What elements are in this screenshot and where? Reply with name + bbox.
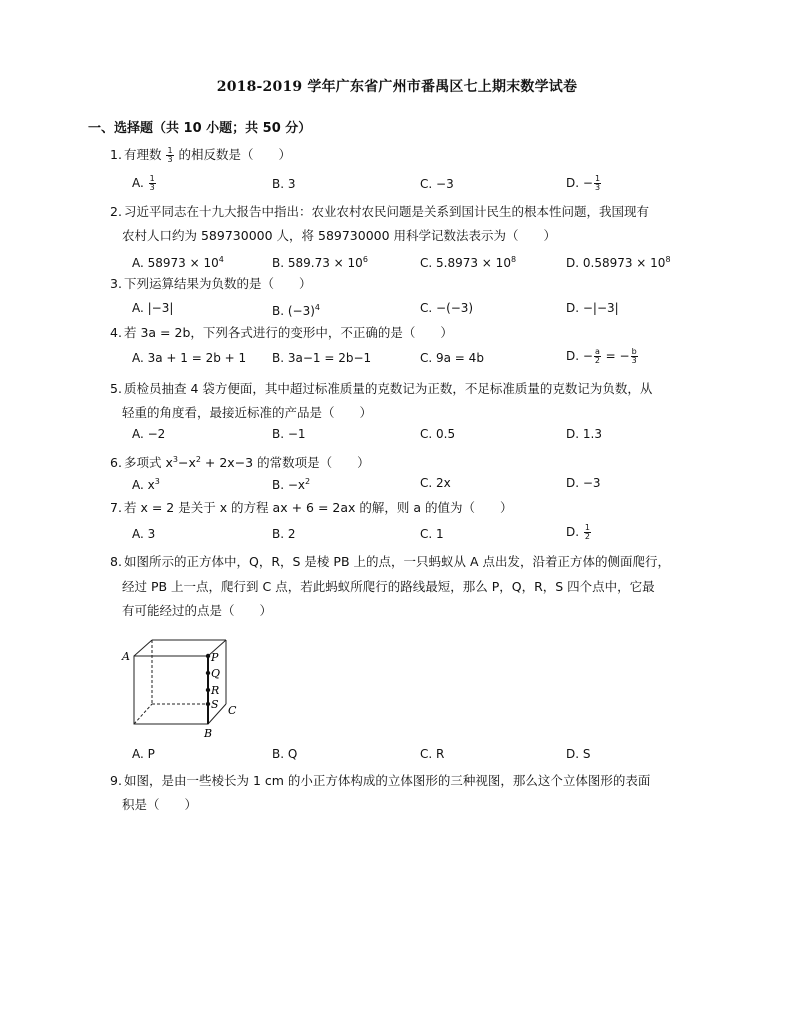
option-d: D. −3 — [566, 476, 601, 490]
option-c: C. $5.8973 \times 10^8$ — [420, 255, 517, 270]
question-1 — [110, 143, 291, 167]
question-text: 如图所示的正方体中，Q，R，S 是棱 PB 上的点，一只蚂蚁从 A 点出发，沿着正方体的侧面爬行， — [124, 554, 670, 569]
point-p — [206, 654, 210, 658]
option-a: A. 3a + 1 = 2b + 1 — [132, 351, 247, 365]
question-number: 3. — [110, 276, 122, 291]
option-d: D. $0.58973 \times 10^8$ — [566, 255, 671, 270]
question-8 — [110, 550, 670, 574]
section-heading: 一、选择题（共 10 小题；共 50 分） — [88, 121, 312, 136]
point-r — [206, 688, 210, 692]
option-d: D. $\frac{1}{2}$ — [566, 523, 590, 541]
question-text: 质检员抽查 4 袋方便面，其中超过标准质量的克数记为正数，不足标准质量的克数记为负数，从 — [124, 381, 653, 396]
option-c: C. 2x — [420, 476, 451, 490]
question-text: 若 3a = 2b，下列各式进行的变形中，不正确的是（ ） — [124, 325, 453, 340]
option-b: B. $-x^2$ — [272, 477, 311, 492]
option-a: A. 3 — [132, 527, 156, 541]
question-number: 6. — [110, 455, 122, 471]
option-d: D. − $\frac{1}{3}$ — [566, 174, 601, 192]
option-d: D. S — [566, 747, 591, 761]
point-s — [206, 702, 210, 706]
point-q — [206, 671, 210, 675]
label-b: B — [204, 727, 213, 740]
question-2 — [110, 200, 649, 224]
option-b: B. 3a−1 = 2b−1 — [272, 351, 372, 365]
label-q: Q — [211, 667, 221, 680]
option-b: B. Q — [272, 747, 298, 761]
question-7 — [110, 496, 512, 520]
question-text: 如图，是由一些棱长为 1 cm 的小正方体构成的立体图形的三种视图，那么这个立体图形的表面 — [124, 773, 651, 788]
question-text: 若 x = 2 是关于 x 的方程 ax + 6 = 2ax 的解，则 a 的值为（ ） — [124, 500, 513, 515]
question-text-continued: 农村人口约为 589730000 人，将 589730000 用科学记数法表示为（ ） — [122, 228, 557, 243]
option-a: A. $x^3$ — [132, 477, 160, 492]
question-number: 7. — [110, 500, 122, 515]
option-b: B. $(-3)^4$ — [272, 303, 321, 318]
hidden-edge — [134, 704, 152, 724]
label-c: C — [228, 704, 237, 717]
option-a: A. P — [132, 747, 155, 761]
question-text: 习近平同志在十九大报告中指出：农业农村农民问题是关系到国计民生的根本性问题，我国现有 — [124, 204, 650, 219]
option-a: A. $58973 \times 10^4$ — [132, 255, 224, 270]
question-text: 下列运算结果为负数的是（ ） — [124, 276, 312, 291]
option-b: B. 3 — [272, 177, 296, 191]
fraction: $\frac{1}{3}$ — [167, 146, 173, 164]
page-title: 2018-2019 学年广东省广州市番禺区七上期末数学试卷 — [216, 79, 578, 95]
question-text-continued: 经过 PB 上一点，爬行到 C 点，若此蚂蚁所爬行的路线最短，那么 P，Q，R，S 四个点中，它最 — [122, 579, 655, 594]
option-a: A. |−3| — [132, 301, 174, 315]
label-r: R — [211, 684, 220, 697]
option-a: A. $\frac{1}{3}$ — [132, 174, 155, 192]
option-c: C. 9a = 4b — [420, 351, 484, 365]
option-d: D. − $\frac{a}{2}$ = − $\frac{b}{3}$ — [566, 347, 637, 365]
question-text: 的相反数是（ ） — [174, 147, 292, 162]
question-number: 9. — [110, 773, 122, 788]
option-c: C. 1 — [420, 527, 444, 541]
question-text-continued: 轻重的角度看，最接近标准的产品是（ ） — [122, 405, 373, 420]
cube-figure — [118, 630, 258, 742]
front-face — [134, 656, 208, 724]
question-text-continued: 积是（ ） — [122, 797, 198, 812]
option-b: B. 2 — [272, 527, 296, 541]
option-b: B. $589.73 \times 10^6$ — [272, 255, 368, 270]
option-c: C. −3 — [420, 177, 454, 191]
option-d: D. 1.3 — [566, 427, 602, 441]
option-c: C. −(−3) — [420, 301, 474, 315]
option-c: C. 0.5 — [420, 427, 456, 441]
question-number: 5. — [110, 381, 122, 396]
question-text: 多项式 x — [124, 455, 173, 471]
label-s: S — [211, 698, 219, 711]
label-a: A — [122, 650, 130, 663]
question-5 — [110, 377, 652, 401]
question-4 — [110, 321, 453, 345]
edge — [134, 640, 152, 656]
option-b: B. −1 — [272, 427, 306, 441]
question-text-continued: 有可能经过的点是（ ） — [122, 603, 273, 618]
question-text: 有理数 — [124, 147, 166, 162]
question-number: 4. — [110, 325, 122, 340]
option-a: A. −2 — [132, 427, 166, 441]
question-number: 1. — [110, 147, 122, 162]
label-p: P — [211, 651, 219, 664]
question-number: 2. — [110, 204, 122, 219]
question-9 — [110, 769, 650, 793]
question-3 — [110, 272, 312, 296]
question-number: 8. — [110, 554, 122, 569]
option-c: C. R — [420, 747, 445, 761]
question-6: 6. 多项式 $x^3-x^2 + 2x-3$ 的常数项是（ ） — [110, 448, 370, 475]
option-d: D. −|−3| — [566, 301, 619, 315]
